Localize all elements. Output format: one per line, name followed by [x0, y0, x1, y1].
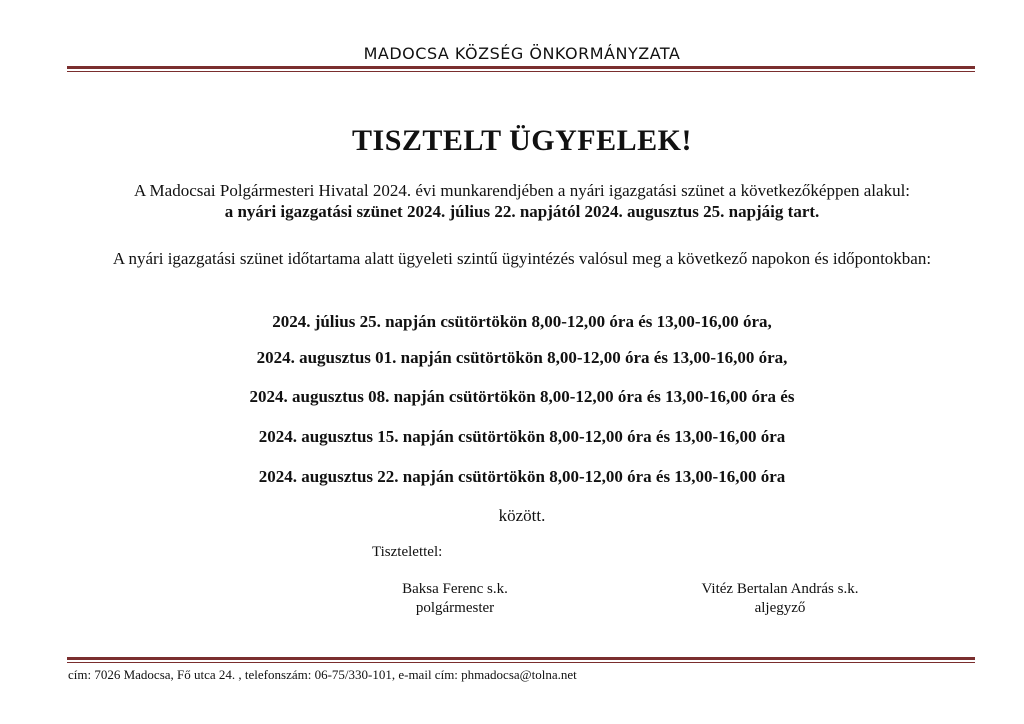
- greeting: Tisztelettel:: [372, 544, 443, 560]
- signature-mayor: [380, 580, 530, 618]
- intro-text: A Madocsai Polgármesteri Hivatal 2024. évi munkarendjében a nyári igazgatási szünet a következőképpen alakul:: [133, 181, 911, 200]
- duty-date-line: 2024. augusztus 08. napján csütörtökön 8,00-12,00 óra és 13,00-16,00 óra és: [249, 387, 795, 406]
- duty-date-line: 2024. augusztus 22. napján csütörtökön 8,00-12,00 óra és 13,00-16,00 óra: [258, 467, 786, 486]
- page-title: TISZTELT ÜGYFELEK!: [352, 124, 692, 157]
- intro-paragraph: [70, 180, 974, 222]
- duty-date-line: 2024. július 25. napján csütörtökön 8,00-12,00 óra és 13,00-16,00 óra,: [272, 312, 772, 331]
- duty-paragraph: A nyári igazgatási szünet időtartama alatt ügyeleti szintű ügyintézés valósul meg a következő napokon és időpontokban:: [112, 249, 932, 268]
- signature-deputy-notary: [680, 580, 880, 618]
- footer-divider: [67, 657, 975, 663]
- closing-word: között.: [498, 506, 546, 525]
- signature-name: Vitéz Bertalan András s.k.: [701, 581, 859, 597]
- header-divider: [67, 66, 975, 72]
- duty-date-line: 2024. augusztus 01. napján csütörtökön 8,00-12,00 óra és 13,00-16,00 óra,: [256, 348, 788, 367]
- signature-role: polgármester: [415, 600, 495, 616]
- signature-role: aljegyző: [754, 600, 806, 616]
- signature-name: Baksa Ferenc s.k.: [402, 581, 508, 597]
- duty-date-line: 2024. augusztus 15. napján csütörtökön 8,00-12,00 óra és 13,00-16,00 óra: [258, 427, 786, 446]
- footer-contact: cím: 7026 Madocsa, Fő utca 24. , telefonszám: 06-75/330-101, e-mail cím: phmadocsa@tolna.net: [68, 667, 577, 682]
- organization-header: MADOCSA KÖZSÉG ÖNKORMÁNYZATA: [363, 44, 681, 63]
- intro-bold-text: a nyári igazgatási szünet 2024. július 22. napjától 2024. augusztus 25. napjáig tart.: [224, 202, 820, 221]
